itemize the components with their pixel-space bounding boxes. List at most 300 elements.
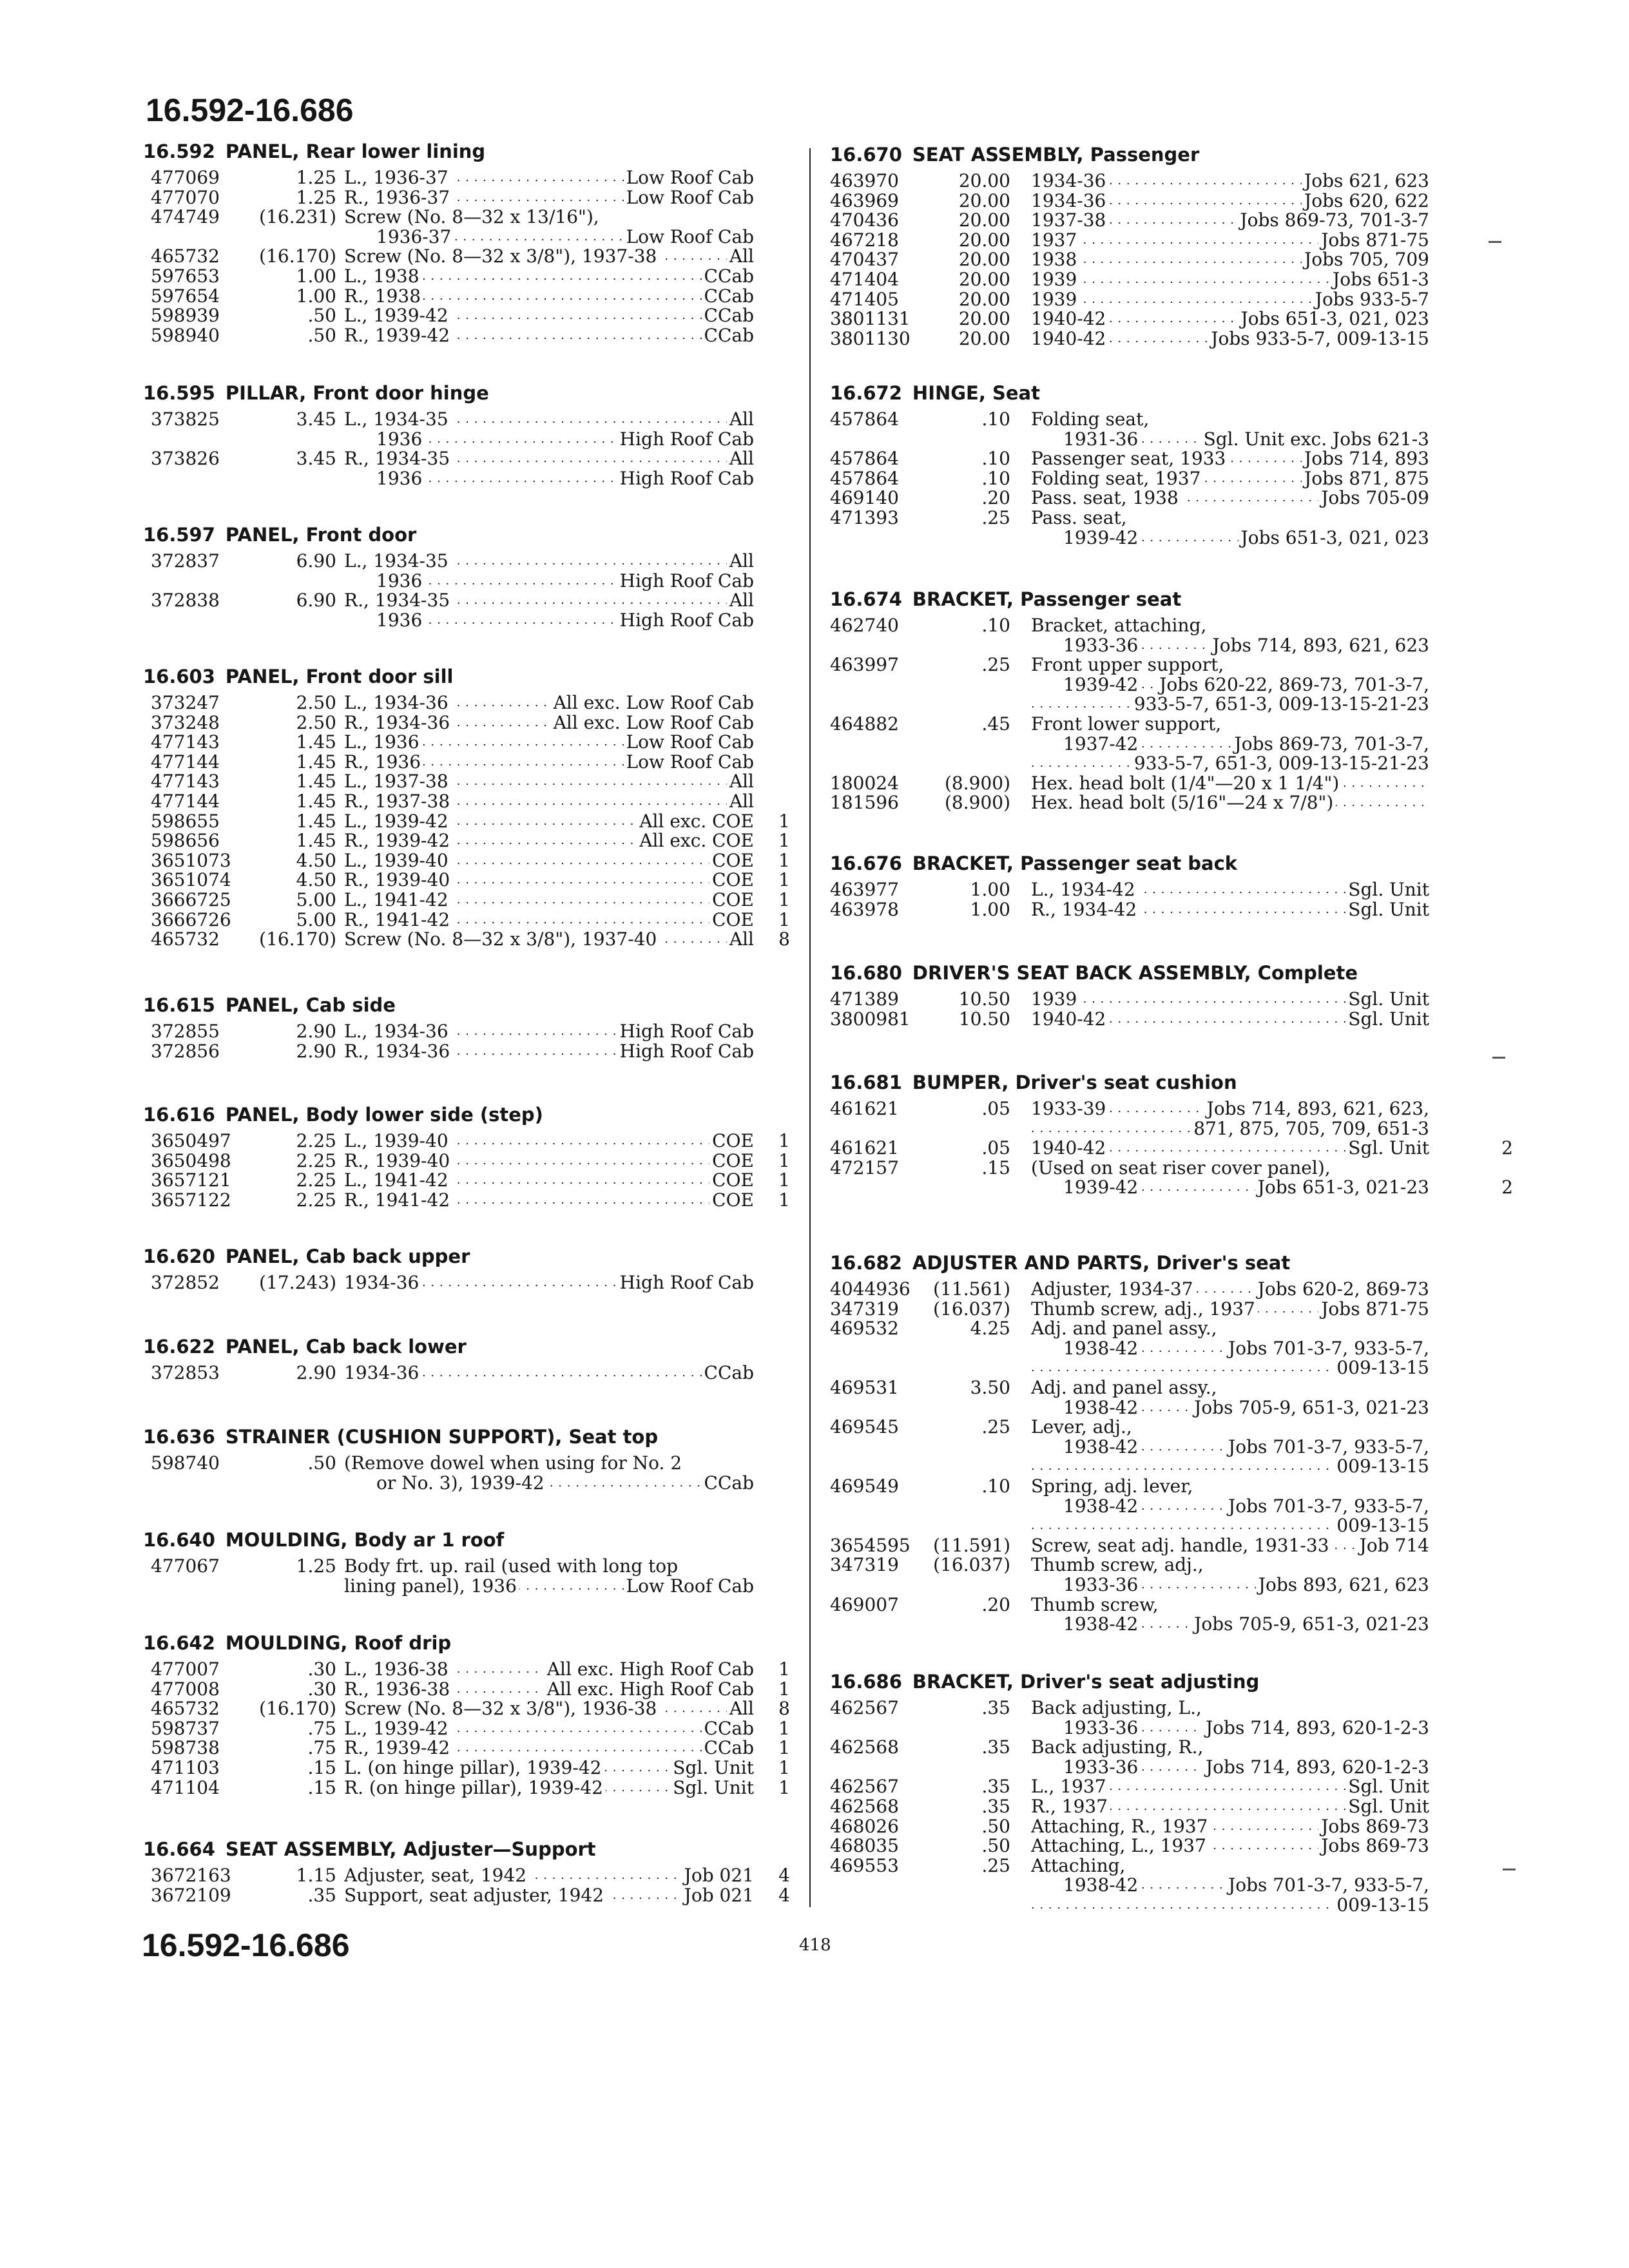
part-row bbox=[830, 1516, 1474, 1536]
application-text: CCab bbox=[702, 1363, 754, 1383]
part-price: (16.170) bbox=[259, 1698, 336, 1720]
section-title bbox=[143, 1836, 794, 1866]
part-price: .45 bbox=[981, 713, 1010, 735]
section-16-620 bbox=[143, 1244, 794, 1293]
description-text: Thumb screw, adj., bbox=[1031, 1555, 1206, 1575]
part-description bbox=[376, 611, 754, 631]
part-price: (16.231) bbox=[259, 206, 336, 228]
part-number: 471404 bbox=[830, 268, 899, 290]
part-number: 474749 bbox=[151, 206, 220, 228]
section-16-592 bbox=[143, 139, 794, 345]
part-description bbox=[1031, 1477, 1429, 1497]
description-text: . . . or No. 3), 1939-42 bbox=[376, 1474, 547, 1494]
part-row bbox=[143, 469, 794, 489]
part-price: .15 bbox=[307, 1756, 336, 1778]
description-text: . . . R., 1939-42 bbox=[344, 1738, 452, 1758]
application-text: Sgl. Unit bbox=[1345, 990, 1429, 1010]
description-text: . . . Pass. seat, 1938 bbox=[1031, 488, 1181, 508]
part-price: (8.900) bbox=[944, 792, 1010, 814]
part-description bbox=[1031, 1516, 1429, 1536]
part-number: 597654 bbox=[151, 285, 220, 307]
part-price: 20.00 bbox=[958, 308, 1010, 330]
part-quantity: 8 bbox=[778, 928, 790, 950]
description-text: . . . 1933-36 bbox=[1063, 1718, 1141, 1738]
part-price: .50 bbox=[307, 305, 336, 327]
section-number: 16.616 bbox=[143, 1104, 215, 1126]
description-text: Back adjusting, R., bbox=[1031, 1738, 1206, 1758]
page-header: 16.592-16.686 bbox=[146, 92, 354, 128]
description-text: . . . L., 1937 bbox=[1031, 1777, 1109, 1797]
section-name: SEAT ASSEMBLY, Passenger bbox=[912, 144, 1200, 166]
part-description bbox=[344, 812, 754, 832]
section-16-616 bbox=[143, 1102, 794, 1210]
description-text: Body frt. up. rail (used with long top bbox=[344, 1557, 680, 1577]
description-text: . . . L., 1939-40 bbox=[344, 851, 451, 871]
part-number: 471389 bbox=[830, 988, 899, 1010]
section-name: DRIVER'S SEAT BACK ASSEMBLY, Complete bbox=[912, 962, 1358, 984]
part-number: 598656 bbox=[151, 830, 220, 852]
part-number: 465732 bbox=[151, 245, 220, 267]
application-text: Low Roof Cab bbox=[624, 168, 754, 188]
section-16-636 bbox=[143, 1424, 794, 1493]
part-number: 477007 bbox=[151, 1658, 220, 1680]
description-text: . . . R., 1934-35 bbox=[344, 591, 452, 611]
part-description bbox=[344, 188, 754, 208]
part-number: 470436 bbox=[830, 209, 899, 231]
part-number: 462740 bbox=[830, 615, 899, 636]
application-text: Sgl. Unit bbox=[1345, 1010, 1429, 1030]
part-description bbox=[344, 207, 754, 227]
description-text: Front upper support, bbox=[1031, 655, 1226, 675]
part-description bbox=[1031, 1777, 1429, 1797]
part-price: .10 bbox=[981, 467, 1010, 489]
part-description bbox=[1031, 1099, 1429, 1119]
part-row bbox=[143, 1042, 794, 1062]
section-name: PANEL, Front door sill bbox=[225, 666, 454, 687]
section-number: 16.603 bbox=[143, 666, 215, 687]
part-quantity: 1 bbox=[778, 889, 790, 910]
section-number: 16.672 bbox=[830, 382, 902, 404]
part-description bbox=[344, 287, 754, 307]
part-row bbox=[143, 831, 794, 851]
section-16-672 bbox=[830, 380, 1474, 548]
part-row bbox=[143, 1191, 794, 1211]
part-price: 2.25 bbox=[296, 1130, 336, 1151]
part-row bbox=[830, 469, 1474, 489]
part-price: .35 bbox=[981, 1736, 1010, 1758]
part-description bbox=[1031, 900, 1429, 920]
application-text: Jobs 701-3-7, 933-5-7, bbox=[1226, 1437, 1429, 1457]
part-row bbox=[143, 851, 794, 871]
part-row bbox=[143, 772, 794, 792]
part-description bbox=[1063, 1178, 1429, 1198]
part-number: 461621 bbox=[830, 1137, 899, 1159]
application-text: Jobs 714, 893, 621, 623 bbox=[1210, 636, 1429, 656]
part-number: 471103 bbox=[151, 1756, 220, 1778]
part-row bbox=[143, 326, 794, 346]
description-text: . . . 1934-36 bbox=[344, 1363, 421, 1383]
part-price: 20.00 bbox=[958, 249, 1010, 271]
application-text: Jobs 705-09 bbox=[1318, 488, 1429, 508]
description-text: . . . Screw, seat adj. handle, 1931-33 bbox=[1031, 1536, 1332, 1556]
application-text: Jobs 869-73, 701-3-7 bbox=[1237, 211, 1429, 231]
section-name: PANEL, Cab back lower bbox=[225, 1336, 467, 1358]
part-price: .10 bbox=[981, 615, 1010, 636]
part-number: 477143 bbox=[151, 771, 220, 793]
part-price: 1.45 bbox=[296, 731, 336, 753]
description-text: Adj. and panel assy., bbox=[1031, 1319, 1220, 1339]
part-price: .35 bbox=[981, 1795, 1010, 1817]
part-row bbox=[830, 430, 1474, 450]
part-row bbox=[830, 508, 1474, 528]
part-row bbox=[830, 488, 1474, 508]
part-row bbox=[143, 1577, 794, 1597]
part-row bbox=[830, 1797, 1474, 1817]
section-title bbox=[143, 1424, 794, 1454]
description-text: . . . L., 1937-38 bbox=[344, 772, 451, 792]
description-text: . . . R., 1934-35 bbox=[344, 449, 452, 469]
application-text: Sgl. Unit bbox=[1345, 1777, 1429, 1797]
part-description bbox=[344, 168, 754, 188]
part-number: 462567 bbox=[830, 1776, 899, 1798]
part-price: 1.45 bbox=[296, 790, 336, 812]
description-text: . . . 1939 bbox=[1031, 990, 1079, 1010]
part-number: 469532 bbox=[830, 1318, 899, 1340]
part-description bbox=[344, 1660, 754, 1680]
part-row bbox=[143, 611, 794, 631]
part-row bbox=[830, 449, 1474, 469]
part-description bbox=[344, 1866, 754, 1886]
part-number: 3666725 bbox=[151, 889, 231, 910]
section-title bbox=[830, 586, 1474, 616]
part-description bbox=[344, 267, 754, 287]
part-price: .30 bbox=[307, 1678, 336, 1700]
part-row bbox=[143, 1719, 794, 1739]
part-number: 457864 bbox=[830, 408, 899, 430]
part-quantity: 1 bbox=[778, 1169, 790, 1191]
description-text: . . . R., 1934-42 bbox=[1031, 900, 1139, 920]
application-text: Sgl. Unit bbox=[1345, 900, 1429, 920]
part-row bbox=[143, 753, 794, 773]
section-16-603 bbox=[143, 664, 794, 950]
description-text: . . . R., 1939-40 bbox=[344, 1151, 452, 1171]
section-16-597 bbox=[143, 522, 794, 630]
section-16-686 bbox=[830, 1669, 1474, 1916]
section-title bbox=[830, 142, 1474, 171]
application-text: COE bbox=[709, 1151, 754, 1171]
application-text: COE bbox=[709, 1171, 754, 1191]
description-text: . . . 1938-42 bbox=[1063, 1497, 1141, 1517]
part-description bbox=[1031, 1698, 1429, 1718]
part-price: (16.170) bbox=[259, 245, 336, 267]
description-text: . . . 1940-42 bbox=[1031, 1010, 1108, 1030]
part-row bbox=[143, 890, 794, 910]
description-text: . . . 1934-36 bbox=[1031, 191, 1108, 211]
part-row bbox=[830, 231, 1474, 251]
part-price: (16.170) bbox=[259, 928, 336, 950]
part-row bbox=[830, 1718, 1474, 1738]
part-row bbox=[143, 207, 794, 227]
application-text: Sgl. Unit bbox=[1345, 1139, 1429, 1158]
part-quantity: 1 bbox=[778, 830, 790, 852]
description-text: . . . 1934-36 bbox=[1031, 171, 1108, 191]
description-text: . . . Folding seat, 1937 bbox=[1031, 469, 1203, 489]
part-row bbox=[143, 1680, 794, 1700]
section-16-681 bbox=[830, 1070, 1513, 1198]
part-price: .10 bbox=[981, 1475, 1010, 1497]
part-price: 20.00 bbox=[958, 327, 1010, 349]
margin-mark bbox=[1492, 1057, 1505, 1059]
part-row bbox=[830, 1777, 1474, 1797]
part-description bbox=[344, 1151, 754, 1171]
part-price: 20.00 bbox=[958, 170, 1010, 191]
part-row bbox=[830, 774, 1474, 794]
part-description bbox=[344, 693, 754, 713]
section-title bbox=[143, 1334, 794, 1363]
application-text: High Roof Cab bbox=[617, 430, 754, 450]
part-number: 465732 bbox=[151, 928, 220, 950]
part-price: 1.45 bbox=[296, 771, 336, 793]
part-number: 471393 bbox=[830, 506, 899, 528]
part-description bbox=[1031, 270, 1429, 290]
description-text: . . . R., 1937 bbox=[1031, 1797, 1110, 1817]
part-description bbox=[1031, 1010, 1429, 1030]
part-description bbox=[344, 326, 754, 346]
application-text: . . . 933-5-7, 651-3, 009-13-15-21-23 bbox=[1132, 695, 1429, 715]
part-row bbox=[830, 1477, 1474, 1497]
part-row bbox=[830, 270, 1474, 290]
application-text: Jobs 869-73 bbox=[1318, 1836, 1429, 1856]
part-number: 469549 bbox=[830, 1475, 899, 1497]
part-number: 457864 bbox=[830, 467, 899, 489]
part-row bbox=[830, 1158, 1474, 1178]
part-number: 3672109 bbox=[151, 1884, 231, 1906]
description-text: . . . L., 1934-36 bbox=[344, 1022, 451, 1042]
section-name: BUMPER, Driver's seat cushion bbox=[912, 1072, 1237, 1093]
part-description bbox=[344, 1022, 754, 1042]
part-description bbox=[344, 772, 754, 792]
part-price: 2.90 bbox=[296, 1040, 336, 1062]
section-title bbox=[143, 380, 794, 410]
part-description bbox=[344, 753, 754, 773]
section-number: 16.664 bbox=[143, 1838, 215, 1860]
description-text: . . . 1931-36 bbox=[1063, 430, 1141, 450]
part-price: 4.25 bbox=[970, 1318, 1010, 1340]
part-description bbox=[344, 930, 754, 950]
section-number: 16.682 bbox=[830, 1252, 902, 1274]
section-16-670 bbox=[830, 142, 1474, 349]
section-16-640 bbox=[143, 1527, 794, 1596]
application-text: Jobs 705-9, 651-3, 021-23 bbox=[1191, 1398, 1429, 1418]
part-row bbox=[830, 1300, 1474, 1320]
application-text: High Roof Cab bbox=[617, 611, 754, 631]
part-row bbox=[143, 870, 794, 890]
description-text: . . . Adjuster, seat, 1942 bbox=[344, 1866, 529, 1886]
part-description bbox=[1063, 1758, 1429, 1778]
part-row bbox=[143, 591, 794, 611]
part-description bbox=[344, 1454, 754, 1474]
application-text: All bbox=[727, 591, 754, 611]
part-price: .05 bbox=[981, 1098, 1010, 1119]
part-quantity: 1 bbox=[778, 1678, 790, 1700]
part-number: 477143 bbox=[151, 731, 220, 753]
part-price: 5.00 bbox=[296, 908, 336, 930]
part-description bbox=[1031, 290, 1429, 310]
part-row bbox=[830, 1595, 1474, 1615]
application-text: Jobs 651-3 bbox=[1330, 270, 1429, 290]
part-quantity: 1 bbox=[778, 1717, 790, 1739]
part-description bbox=[1031, 774, 1429, 794]
description-text: . . . Hex. head bolt (5/16"—24 x 7/8") bbox=[1031, 793, 1336, 813]
part-row bbox=[830, 1378, 1474, 1398]
part-row bbox=[143, 1454, 794, 1474]
part-number: 3650497 bbox=[151, 1130, 231, 1151]
section-name: PANEL, Rear lower lining bbox=[225, 140, 486, 162]
page-number: 418 bbox=[799, 1936, 831, 1955]
part-row bbox=[143, 812, 794, 832]
part-number: 3654595 bbox=[830, 1534, 911, 1556]
description-text: . . . L., 1938 bbox=[344, 267, 422, 287]
section-name: ADJUSTER AND PARTS, Driver's seat bbox=[912, 1252, 1291, 1274]
description-text: (Remove dowel when using for No. 2 bbox=[344, 1454, 684, 1474]
part-number: 372837 bbox=[151, 550, 220, 572]
part-price: 20.00 bbox=[958, 189, 1010, 211]
description-text: . . . 1939 bbox=[1031, 270, 1079, 290]
application-text: Jobs 701-3-7, 933-5-7, bbox=[1226, 1497, 1429, 1517]
description-text: . . . 1936 bbox=[376, 572, 425, 591]
part-number: 469545 bbox=[830, 1416, 899, 1438]
description-text: . . . Passenger seat, 1933 bbox=[1031, 449, 1228, 469]
part-row bbox=[830, 1099, 1474, 1119]
part-number: 372852 bbox=[151, 1272, 220, 1293]
part-description bbox=[1063, 1497, 1429, 1517]
description-text: . . . 1938-42 bbox=[1063, 1876, 1141, 1896]
part-price: 6.90 bbox=[296, 590, 336, 611]
part-description bbox=[1031, 616, 1429, 636]
part-description bbox=[344, 890, 754, 910]
description-text: . . . 1937-38 bbox=[1031, 211, 1108, 231]
application-text: CCab bbox=[702, 1474, 754, 1494]
part-description bbox=[1063, 675, 1429, 695]
part-description bbox=[1063, 1339, 1429, 1359]
part-description bbox=[1031, 793, 1429, 813]
part-number: 180024 bbox=[830, 772, 899, 794]
description-text: Front lower support, bbox=[1031, 715, 1224, 735]
part-row bbox=[830, 1177, 1513, 1198]
part-price: 1.00 bbox=[296, 265, 336, 287]
application-text: All exc. High Roof Cab bbox=[545, 1660, 754, 1680]
part-description bbox=[376, 430, 754, 450]
part-price: .20 bbox=[981, 487, 1010, 509]
part-description bbox=[1031, 171, 1429, 191]
description-text: . . . 1937 bbox=[1031, 231, 1079, 251]
application-text: High Roof Cab bbox=[617, 469, 754, 489]
part-row bbox=[830, 1836, 1474, 1856]
part-price: .50 bbox=[307, 1452, 336, 1474]
description-text: . . . 1933-36 bbox=[1063, 1758, 1141, 1778]
part-number: 598738 bbox=[151, 1737, 220, 1759]
part-description bbox=[344, 870, 754, 890]
part-quantity: 1 bbox=[778, 849, 790, 871]
part-row bbox=[830, 1398, 1474, 1418]
part-description bbox=[1031, 1738, 1429, 1758]
part-description bbox=[344, 591, 754, 611]
part-description bbox=[1031, 1158, 1429, 1178]
part-description bbox=[1063, 1718, 1429, 1738]
part-number: 3657122 bbox=[151, 1189, 231, 1211]
part-description bbox=[1031, 695, 1429, 715]
description-text: Lever, adj., bbox=[1031, 1418, 1135, 1437]
description-text: . . . L. (on hinge pillar), 1939-42 bbox=[344, 1758, 604, 1778]
part-price: 3.45 bbox=[296, 408, 336, 430]
description-text: Back adjusting, L., bbox=[1031, 1698, 1204, 1718]
description-text: . . . 1933-39 bbox=[1031, 1099, 1108, 1119]
part-row bbox=[143, 247, 794, 267]
part-row bbox=[830, 1615, 1474, 1635]
part-row bbox=[830, 793, 1474, 813]
description-text: . . . L., 1941-42 bbox=[344, 1171, 451, 1191]
part-number: 347319 bbox=[830, 1554, 899, 1576]
part-description bbox=[344, 1131, 754, 1151]
part-price: .25 bbox=[981, 1854, 1010, 1876]
part-price: .15 bbox=[981, 1157, 1010, 1178]
part-number: 477069 bbox=[151, 167, 220, 188]
part-price: .35 bbox=[307, 1884, 336, 1906]
section-title bbox=[143, 1527, 794, 1557]
section-title bbox=[143, 522, 794, 552]
part-price: 2.50 bbox=[296, 711, 336, 733]
part-price: 20.00 bbox=[958, 229, 1010, 251]
part-number: 598939 bbox=[151, 305, 220, 327]
section-number: 16.681 bbox=[830, 1072, 902, 1093]
part-description bbox=[1031, 754, 1429, 774]
part-number: 468026 bbox=[830, 1815, 899, 1837]
section-name: MOULDING, Body ar 1 roof bbox=[225, 1529, 505, 1551]
application-text: Jobs 714, 893, 621, 623, bbox=[1204, 1099, 1429, 1119]
part-row bbox=[830, 1738, 1474, 1758]
part-description bbox=[1031, 1856, 1429, 1876]
part-description bbox=[1031, 1555, 1429, 1575]
application-text: COE bbox=[709, 1191, 754, 1211]
part-description bbox=[1063, 735, 1429, 754]
part-row bbox=[830, 616, 1474, 636]
application-text: COE bbox=[709, 910, 754, 930]
part-description bbox=[376, 572, 754, 591]
part-quantity: 1 bbox=[778, 1189, 790, 1211]
part-price: .10 bbox=[981, 448, 1010, 470]
part-number: 471104 bbox=[151, 1776, 220, 1798]
part-quantity: 1 bbox=[778, 810, 790, 832]
section-16-674 bbox=[830, 586, 1474, 813]
part-number: 372853 bbox=[151, 1362, 220, 1383]
part-row bbox=[143, 1886, 794, 1906]
description-text: Screw (No. 8—32 x 13/16"), bbox=[344, 207, 602, 227]
part-row bbox=[143, 930, 794, 950]
application-text: All bbox=[727, 552, 754, 572]
part-description bbox=[344, 247, 754, 267]
application-text: CCab bbox=[702, 306, 754, 326]
part-row bbox=[143, 792, 794, 812]
application-text: All exc. High Roof Cab bbox=[545, 1680, 754, 1700]
application-text: Low Roof Cab bbox=[624, 227, 754, 247]
description-text: . . . R., 1938 bbox=[344, 287, 423, 307]
part-description bbox=[344, 1738, 754, 1758]
part-row bbox=[830, 309, 1474, 329]
part-quantity: 4 bbox=[778, 1865, 790, 1886]
part-number: 462568 bbox=[830, 1795, 899, 1817]
part-description bbox=[1031, 231, 1429, 251]
description-text: . . . R., 1941-42 bbox=[344, 1191, 452, 1211]
